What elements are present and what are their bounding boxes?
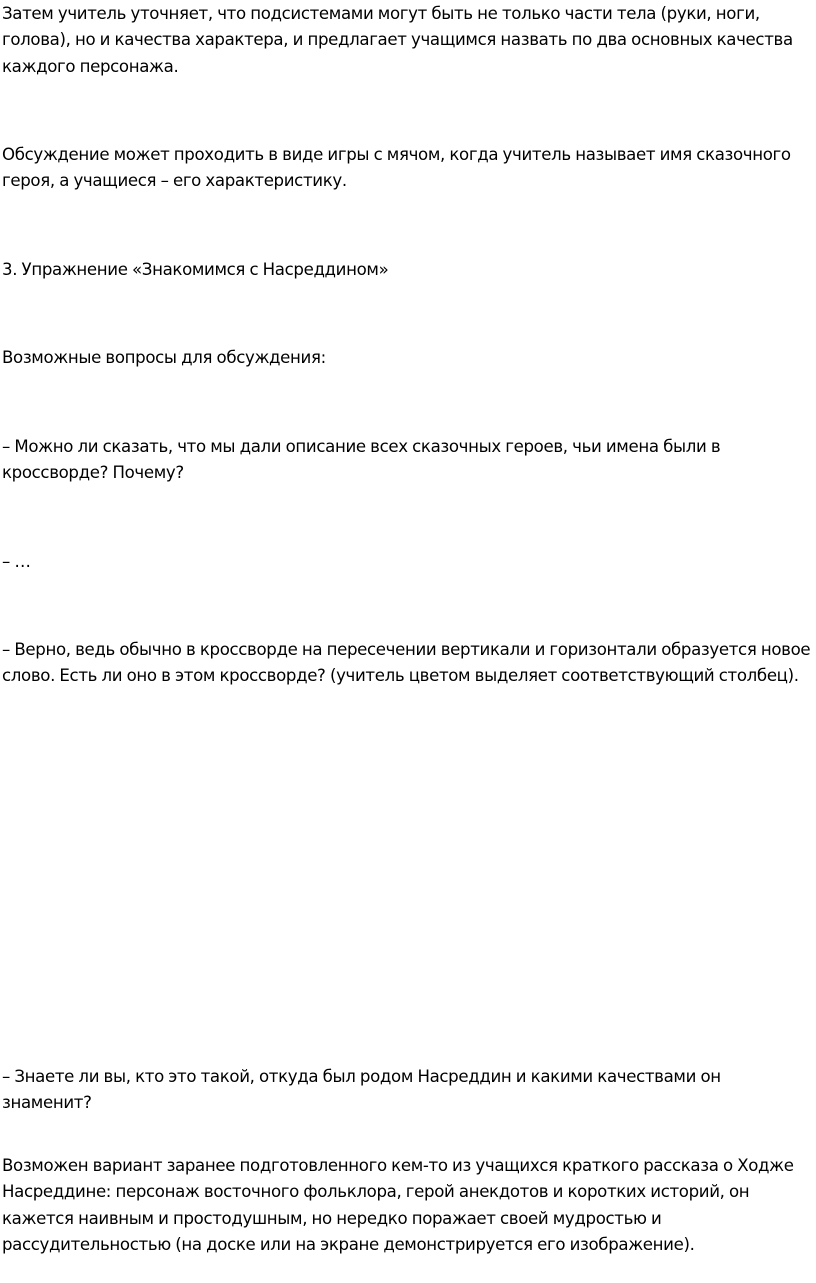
paragraph-nasreddin-story: Возможен вариант заранее подготовленного кем-то из учащихся краткого рассказа о Ходже Насреддине: персонаж восточного фольклора, герой анекдотов и коротких историй, он кажется наивным и простодушным, но нередко поражает своей мудростью и рассудительностью (на доске или на экране демонстрируется его изображение). <box>2 1156 794 1254</box>
paragraph-discussion-questions: Возможные вопросы для обсуждения: <box>2 348 326 367</box>
paragraph-teacher-clarifies: Затем учитель уточняет, что подсистемами могут быть не только части тела (руки, ноги, голова), но и качества характера, и предлагает учащимся назвать по два основных качества каждого персонажа. <box>2 4 793 76</box>
question-who-is-nasreddin: – Знаете ли вы, кто это такой, откуда был родом Насреддин и какими качествами он знаменит? <box>2 1067 721 1113</box>
heading-exercise-3: 3. Упражнение «Знакомимся с Насреддином» <box>2 260 389 279</box>
paragraph-crossword-word: – Верно, ведь обычно в кроссворде на пересечении вертикали и горизонтали образуется новое слово. Есть ли оно в этом кроссворде? (учитель цветом выделяет соответствующий столбец). <box>2 640 811 686</box>
question-all-heroes: – Можно ли сказать, что мы дали описание всех сказочных героев, чьи имена были в кроссворде? Почему? <box>2 437 721 483</box>
answer-ellipsis: – … <box>2 552 31 571</box>
paragraph-ball-game: Обсуждение может проходить в виде игры с мячом, когда учитель называет имя сказочного героя, а учащиеся – его характеристику. <box>2 145 791 191</box>
